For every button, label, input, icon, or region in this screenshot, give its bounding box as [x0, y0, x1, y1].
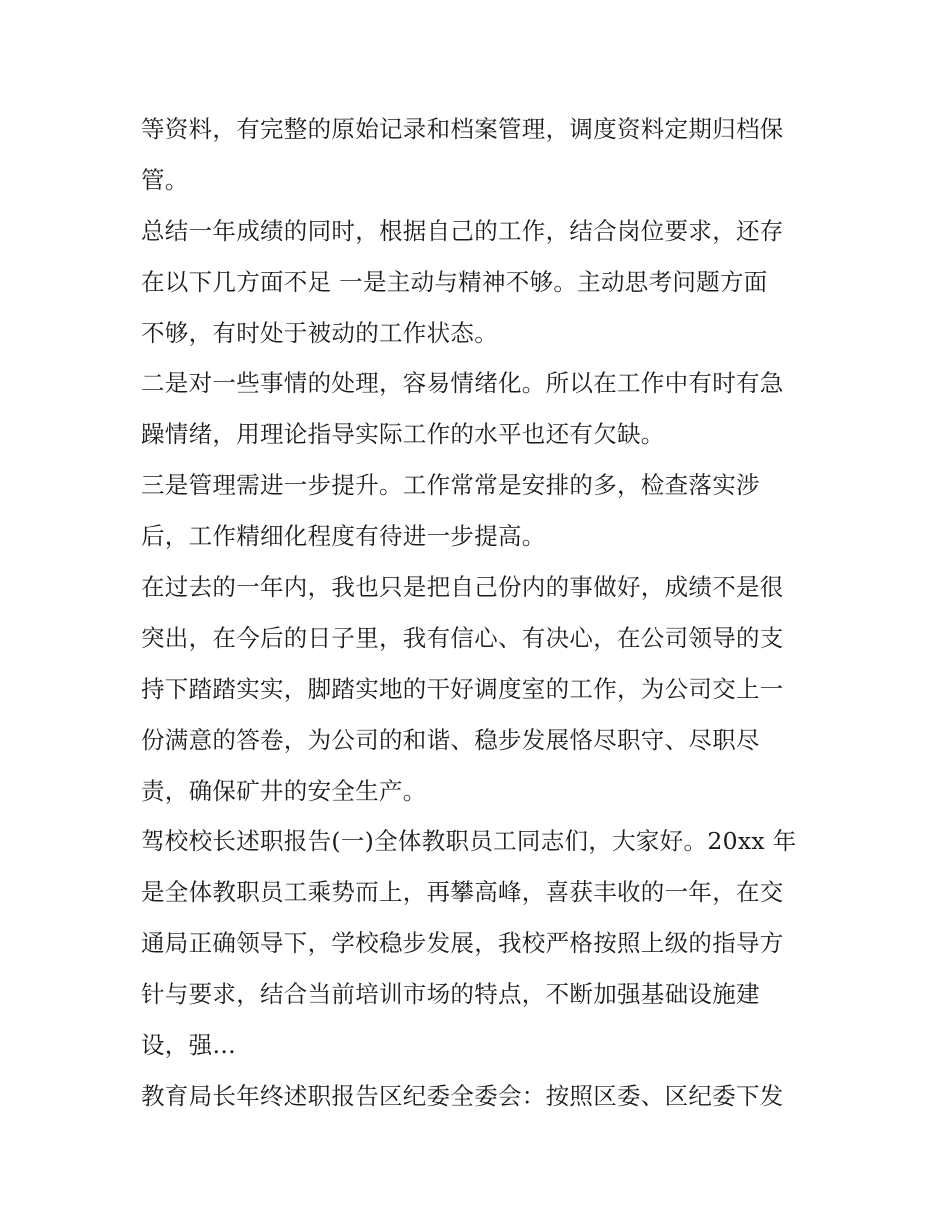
text-line: 二是对一些事情的处理，容易情绪化。所以在工作中有时有急 [141, 369, 784, 398]
text-line: 针与要求，结合当前培训市场的特点，不断加强基础设施建 [141, 980, 760, 1009]
text-line: 是全体教职员工乘势而上，再攀高峰，喜获丰收的一年，在交 [141, 878, 784, 907]
text-line: 份满意的答卷，为公司的和谐、稳步发展恪尽职守、尽职尽 [141, 725, 760, 754]
text-line: 总结一年成绩的同时，根据自己的工作，结合岗位要求，还存 [141, 216, 784, 245]
text-line: 驾校校长述职报告(一)全体教职员工同志们，大家好。20xx 年 [141, 827, 797, 856]
body-text [141, 104, 813, 1122]
text-line: 教育局长年终述职报告区纪委全委会：按照区委、区纪委下发 [141, 1081, 784, 1110]
text-line: 责，确保矿井的安全生产。 [141, 776, 427, 805]
text-line: 管。 [141, 165, 189, 194]
text-line: 通局正确领导下，学校稳步发展，我校严格按照上级的指导方 [141, 929, 784, 958]
text-line: 不够，有时处于被动的工作状态。 [141, 318, 498, 347]
text-line: 在过去的一年内，我也只是把自己份内的事做好，成绩不是很 [141, 573, 784, 602]
text-line: 突出，在今后的日子里，我有信心、有决心，在公司领导的支 [141, 623, 784, 652]
text-line: 等资料，有完整的原始记录和档案管理，调度资料定期归档保 [141, 115, 784, 143]
text-line: 持下踏踏实实，脚踏实地的干好调度室的工作，为公司交上一 [141, 674, 784, 703]
text-line: 三是管理需进一步提升。工作常常是安排的多，检查落实涉 [141, 471, 760, 500]
text-line: 在以下几方面不足 一是主动与精神不够。主动思考问题方面 [141, 267, 768, 296]
text-line: 躁情绪，用理论指导实际工作的水平也还有欠缺。 [141, 420, 665, 449]
text-line: 设，强… [141, 1031, 237, 1060]
text-line: 后，工作精细化程度有待进一步提高。 [141, 522, 546, 551]
